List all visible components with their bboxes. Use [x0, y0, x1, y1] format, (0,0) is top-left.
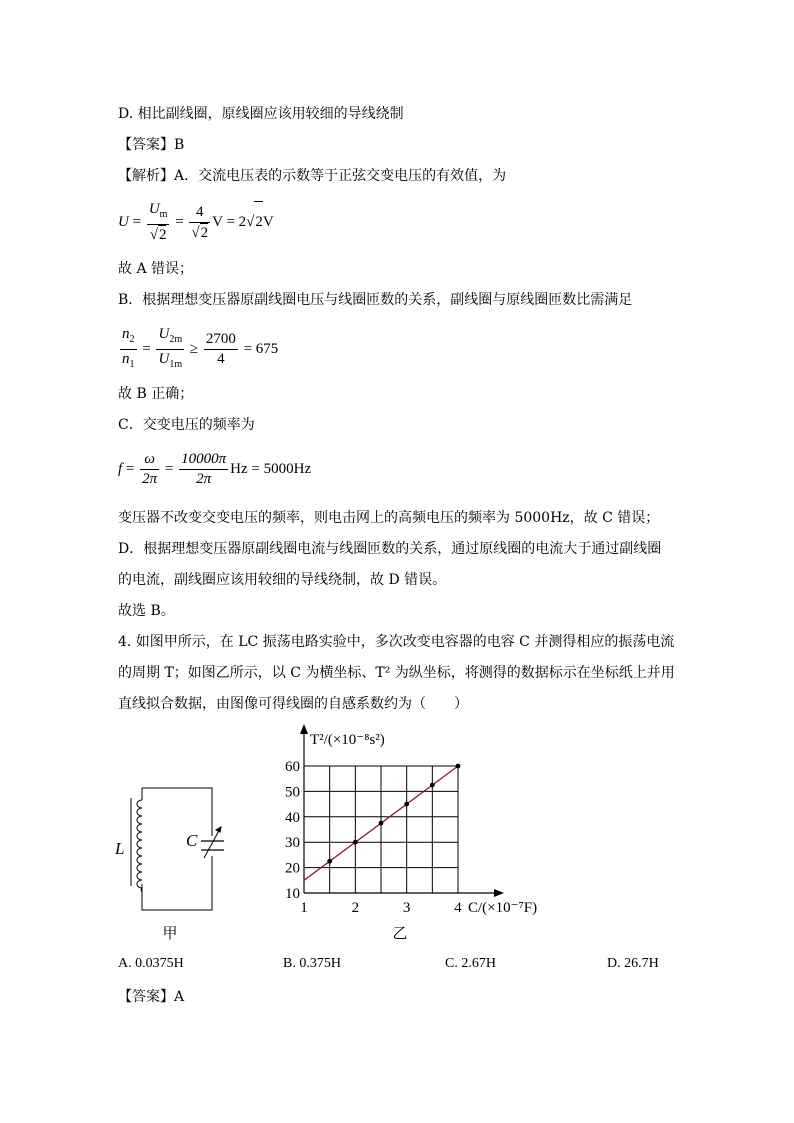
right-b: 故 B 正确；	[118, 386, 194, 402]
answer-label: 【答案】B	[118, 137, 185, 153]
choose-b: 故选 B。	[118, 603, 175, 619]
analysis-b: B．根据理想变压器原副线圈电压与线圈匝数的关系，副线圈与原线圈匝数比需满足	[118, 292, 633, 308]
analysis-d-2: 的电流，副线圈应该用较细的导线绕制，故 D 错误。	[118, 572, 447, 588]
circuit-wire	[142, 788, 212, 910]
figure-caption-jia: 甲	[162, 924, 178, 942]
equation-a: U = $\frac{U_m}{√2}$ = $\frac{4}{√2}$ V = 2√2V	[118, 201, 274, 243]
t2-vs-c-chart	[270, 720, 560, 946]
capacitor-label: C	[186, 831, 198, 850]
y-tick-label: 50	[285, 784, 300, 801]
inductor-label: L	[115, 839, 125, 858]
x-axis-label: C/(×10⁻⁷F)	[468, 900, 538, 916]
y-tick-label: 20	[285, 860, 300, 877]
y-axis-label: T²/(×10⁻⁸s²)	[310, 732, 385, 748]
y-tick-label: 40	[285, 809, 300, 826]
question-4-line-2: 的周期 T；如图乙所示，以 C 为横坐标、T² 为纵坐标，将测得的数据标示在坐标纸上并用	[118, 665, 675, 681]
chart-grid	[304, 766, 458, 893]
data-point	[353, 840, 358, 845]
y-tick-label: 60	[285, 759, 300, 775]
answer-label-2: 【答案】A	[118, 989, 185, 1005]
wrong-a: 故 A 错误；	[118, 261, 194, 277]
option-d[interactable]: D. 26.7H	[607, 956, 659, 971]
question-4-line-1: 4. 如图甲所示，在 LC 振荡电路实验中，多次改变电容器的电容 C 并测得相应的振荡电流	[118, 634, 675, 650]
x-tick-label: 3	[402, 900, 411, 916]
analysis-d-1: D．根据理想变压器原副线圈电流与线圈匝数的关系，通过原线圈的电流大于通过副线圈	[118, 541, 662, 557]
option-d-previous: D. 相比副线圈，原线圈应该用较细的导线绕制	[118, 106, 404, 122]
data-point	[456, 764, 461, 769]
x-tick-label: 1	[300, 900, 308, 916]
analysis-a: 【解析】A．交流电压表的示数等于正弦交变电压的有效值，为	[118, 168, 507, 184]
question-4-line-3: 直线拟合数据，由图像可得线圈的自感系数约为（ ）	[118, 696, 468, 712]
x-tick-label: 4	[454, 900, 462, 916]
figure-caption-yi: 乙	[392, 924, 408, 942]
data-point	[379, 821, 384, 826]
data-point	[404, 802, 409, 807]
inductor-coil	[137, 800, 142, 892]
data-point	[430, 783, 435, 788]
equation-c: f = $\frac{\omega}{2\pi}$ = $\frac{10000\pi}{2\pi}$ Hz = 5000Hz	[118, 451, 312, 488]
x-tick-label: 2	[351, 900, 360, 916]
lc-circuit-diagram	[112, 780, 224, 944]
text-c: 变压器不改变交变电压的频率，则电击网上的高频电压的频率为 5000Hz，故 C 错误；	[118, 510, 660, 526]
option-b[interactable]: B. 0.375H	[283, 956, 341, 971]
equation-b: $\frac{n_2}{n_1}$ = $\frac{U_{2m}}{U_{1m}}$ ≥ $\frac{2700}{4}$ = 675	[122, 326, 279, 370]
option-a[interactable]: A. 0.0375H	[118, 956, 184, 971]
data-point	[327, 859, 332, 864]
y-tick-label: 30	[285, 835, 300, 852]
y-tick-label: 10	[285, 886, 300, 902]
analysis-c: C．交变电压的频率为	[118, 417, 255, 433]
option-c[interactable]: C. 2.67H	[445, 956, 496, 971]
